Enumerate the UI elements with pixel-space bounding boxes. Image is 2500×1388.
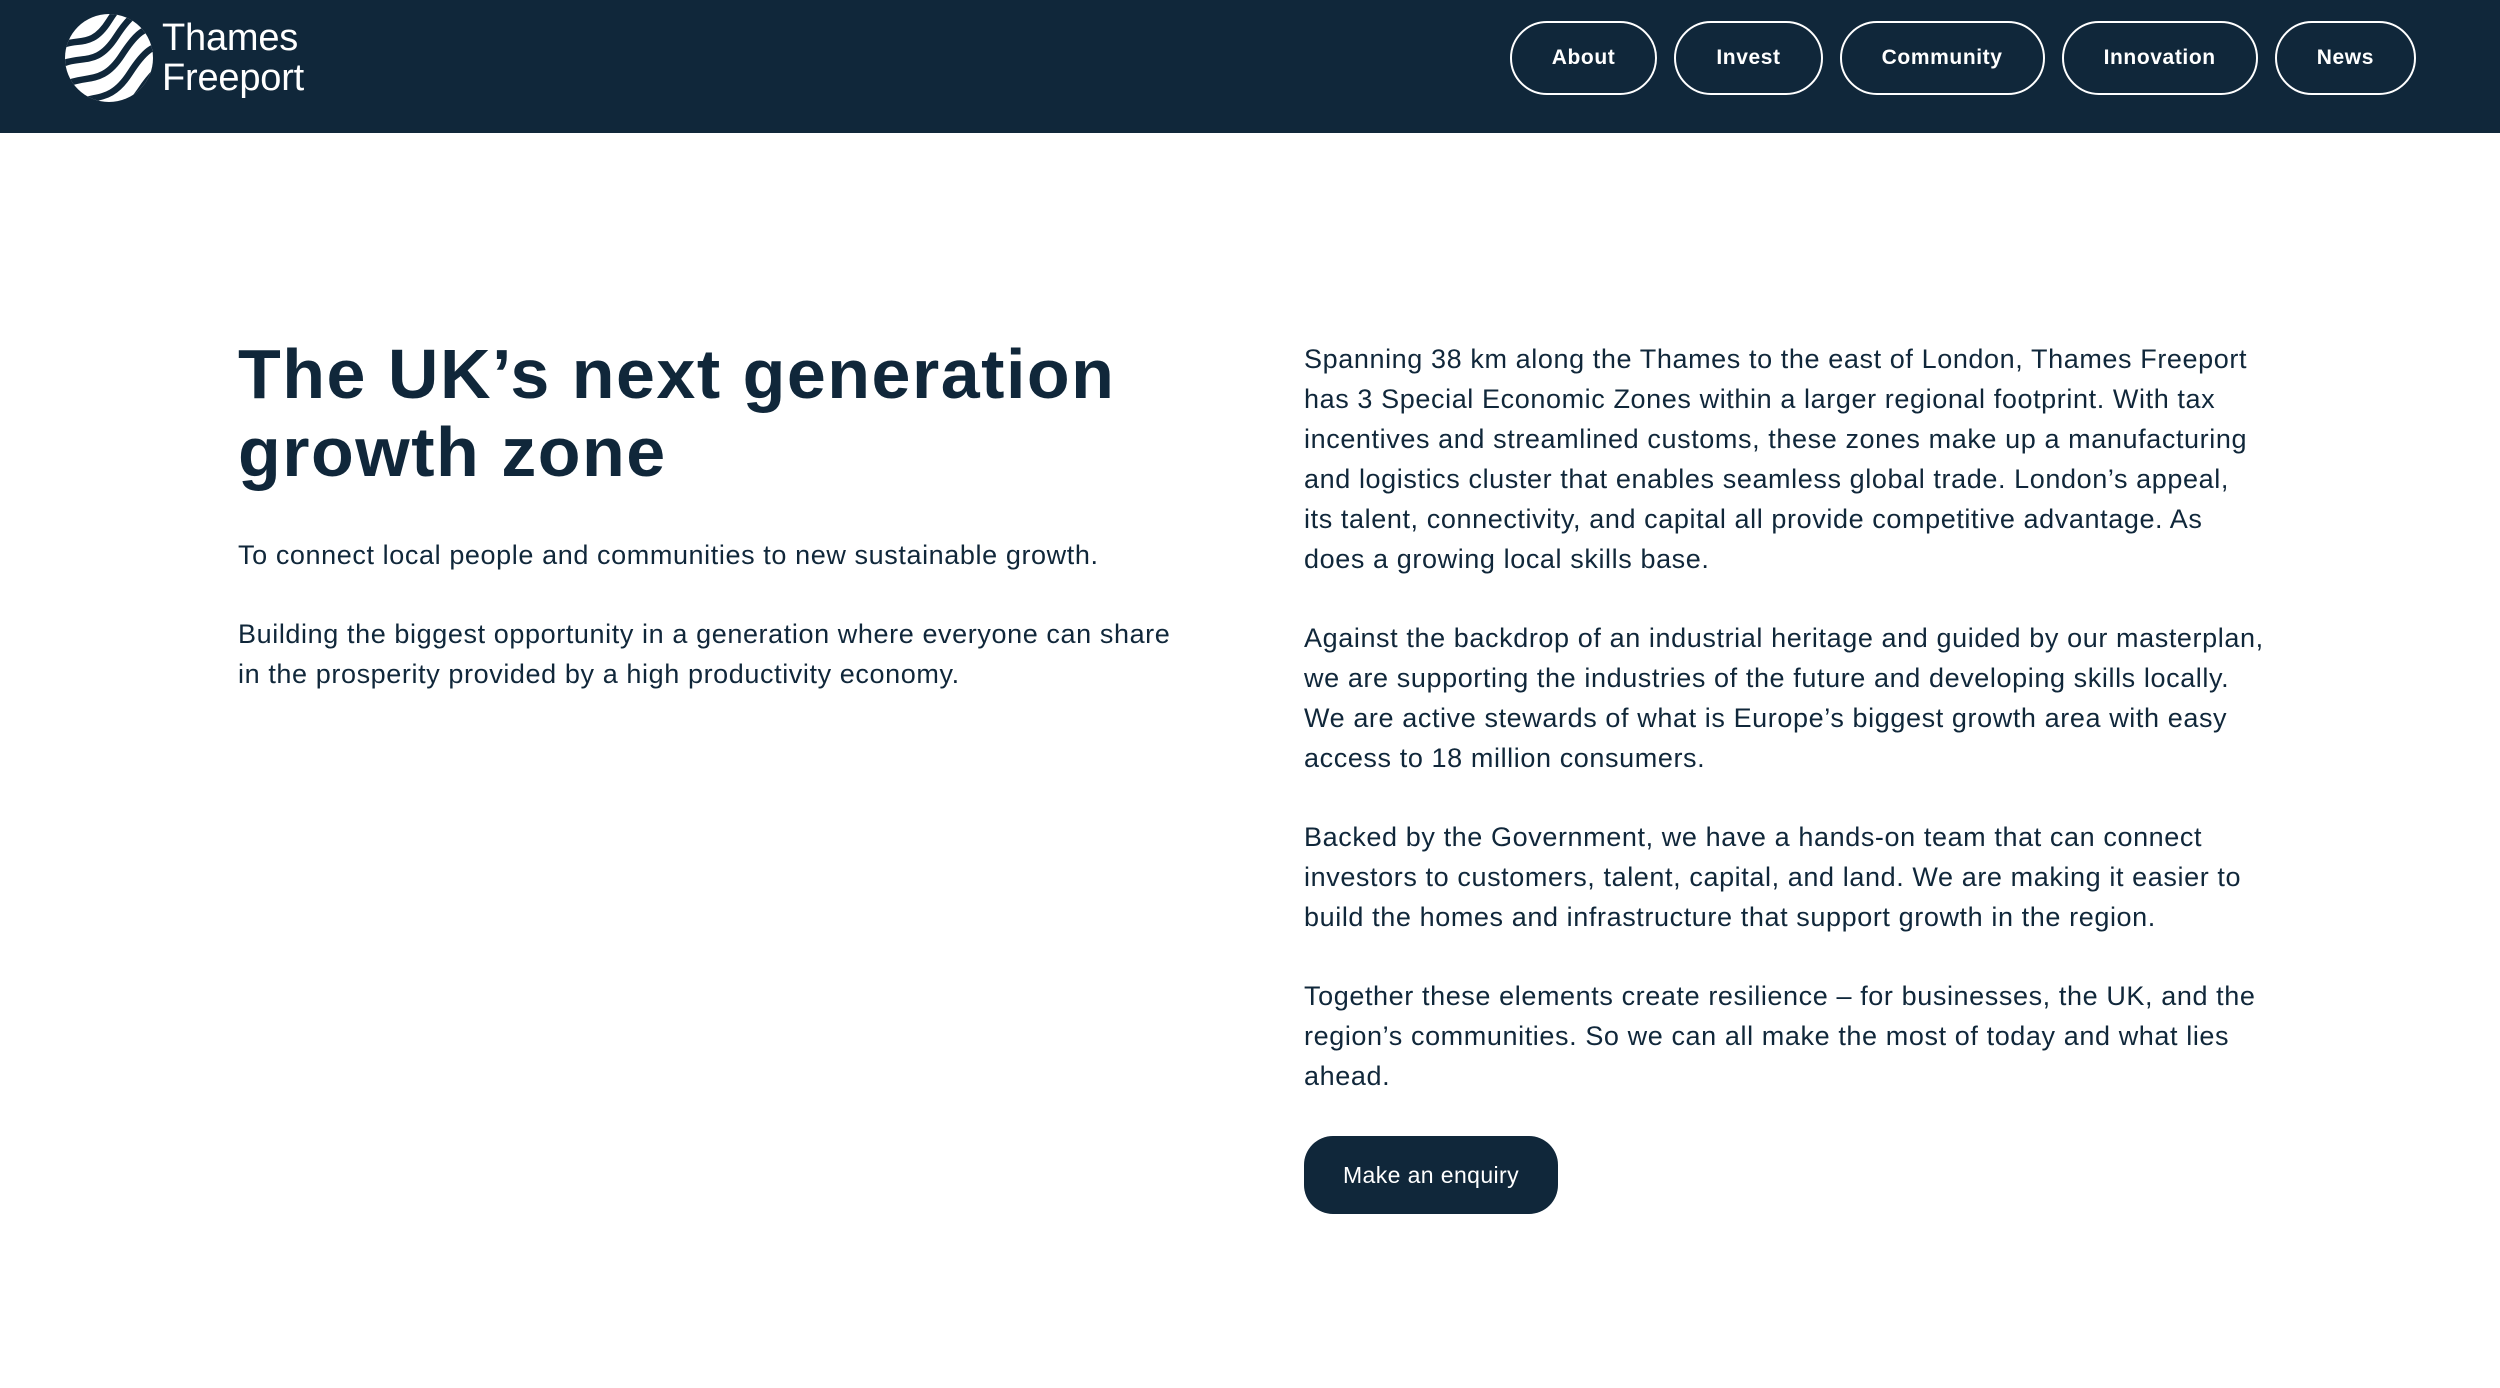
logo-wordmark	[162, 18, 304, 98]
home-logo-link[interactable]	[64, 13, 304, 103]
main-nav	[1510, 21, 2416, 95]
nav-community[interactable]: Community	[1840, 21, 2045, 95]
nav-innovation[interactable]: Innovation	[2062, 21, 2258, 95]
nav-news[interactable]: News	[2275, 21, 2416, 95]
intro-column	[238, 335, 1198, 694]
logo-line-1: Thames	[162, 17, 299, 59]
body-paragraph-1: Spanning 38 km along the Thames to the east of London, Thames Freeport has 3 Special Economic Zones within a larger regional footprint. With tax incentives and streamlined customs, these zones make up a manufacturing and logistics cluster that enables seamless global trade. London’s appeal, its talent, connectivity, and capital all provide competitive advantage. As does a growing local skills base.	[1304, 344, 2248, 574]
intro-paragraph-1: To connect local people and communities to new sustainable growth.	[238, 540, 1099, 570]
body-paragraph-3: Backed by the Government, we have a hands-on team that can connect investors to customers, talent, capital, and land. We are making it easier to build the homes and infrastructure that support growth in the region.	[1304, 822, 2242, 932]
logo-line-2: Freeport	[162, 57, 305, 99]
page-title: The UK’s next generation growth zone	[238, 335, 1116, 491]
body-column	[1304, 339, 2264, 1214]
thames-freeport-swirl-icon	[64, 13, 154, 103]
body-paragraph-2: Against the backdrop of an industrial heritage and guided by our masterplan, we are supporting the industries of the future and developing skills locally. We are active stewards of what is Europe’s biggest growth area with easy access to 18 million consumers.	[1304, 623, 2264, 773]
body-paragraph-4: Together these elements create resilience – for businesses, the UK, and the region’s communities. So we can all make the most of today and what lies ahead.	[1304, 981, 2256, 1091]
site-header	[0, 0, 2500, 133]
make-enquiry-button[interactable]: Make an enquiry	[1304, 1136, 1558, 1214]
nav-invest[interactable]: Invest	[1674, 21, 1822, 95]
intro-paragraph-2: Building the biggest opportunity in a generation where everyone can share in the prosperity provided by a high productivity economy.	[238, 619, 1171, 689]
nav-about[interactable]: About	[1510, 21, 1658, 95]
